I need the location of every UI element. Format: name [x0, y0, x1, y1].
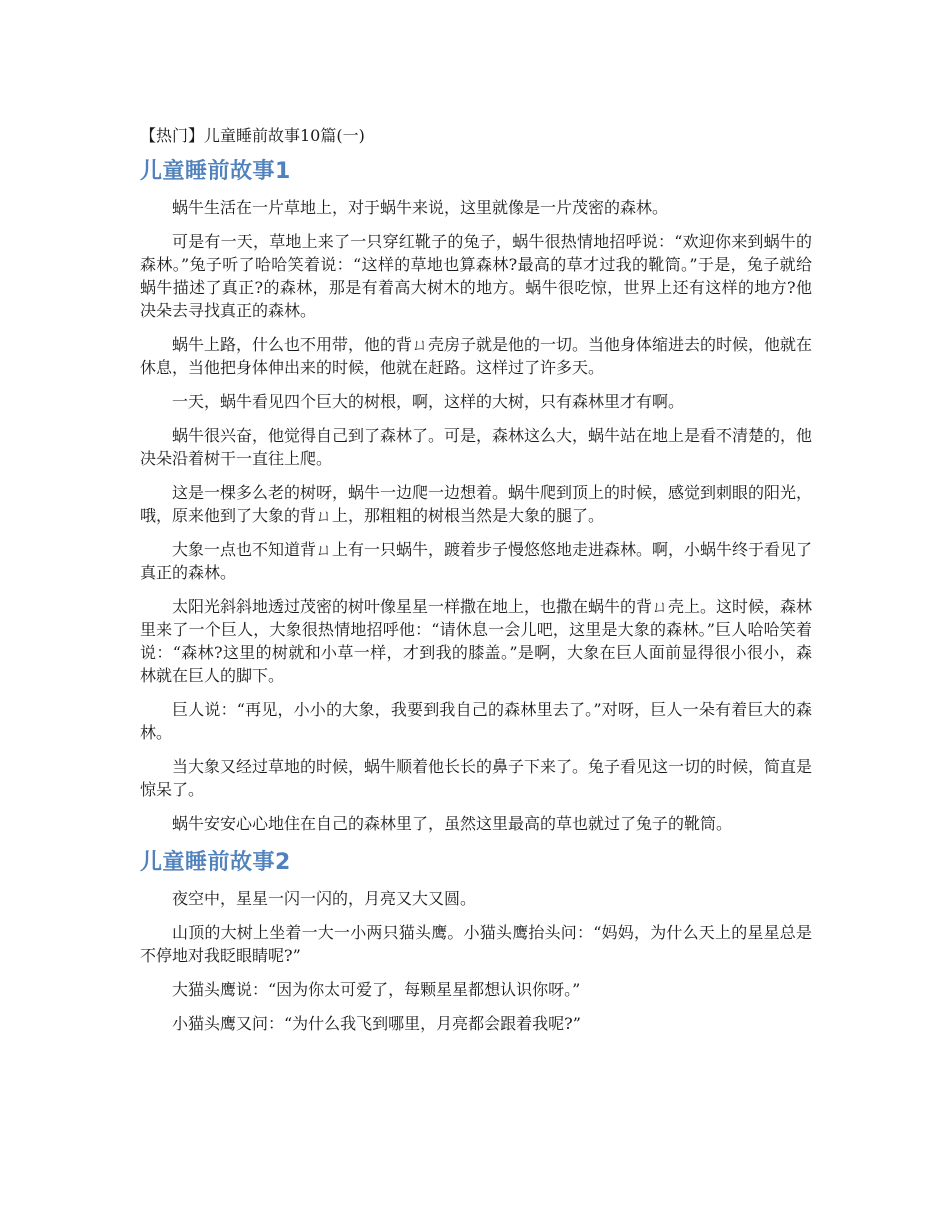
paragraph: 蜗牛很兴奋，他觉得自己到了森林了。可是，森林这么大，蜗牛站在地上是看不清楚的，他决朵沿着树干一直往上爬。	[140, 426, 813, 468]
paragraph: 这是一棵多么老的树呀，蜗牛一边爬一边想着。蜗牛爬到顶上的时候，感觉到刺眼的阳光，哦，原来他到了大象的背ㄩ上，那粗粗的树根当然是大象的腿了。	[140, 483, 813, 525]
paragraph: 大猫头鹰说：“因为你太可爱了，每颗星星都想认识你呀。”	[172, 980, 581, 999]
paragraph: 蜗牛生活在一片草地上，对于蜗牛来说，这里就像是一片茂密的森林。	[172, 198, 669, 217]
paragraph: 可是有一天，草地上来了一只穿红靴子的兔子，蜗牛很热情地招呼说：“欢迎你来到蜗牛的森林。”兔子听了哈哈笑着说：“这样的草地也算森林?最高的草才过我的靴筒。”于是，兔子就给蜗牛描述了真正?的森林，那是有着高大树木的地方。蜗牛很吃惊，世界上还有这样的地方?他决朵去寻找真正的森林。	[140, 232, 812, 320]
document-page	[140, 124, 812, 1046]
paragraph: 山顶的大树上坐着一大一小两只猫头鹰。小猫头鹰抬头问：“妈妈，为什么天上的星星总是不停地对我眨眼睛呢?”	[140, 923, 812, 965]
section-heading: 儿童睡前故事1	[140, 159, 291, 184]
story-section-1	[140, 156, 812, 835]
paragraph: 蜗牛上路，什么也不用带，他的背ㄩ壳房子就是他的一切。当他身体缩进去的时候，他就在休息，当他把身体伸出来的时候，他就在赶路。这样过了许多天。	[140, 335, 813, 377]
paragraph: 太阳光斜斜地透过茂密的树叶像星星一样撒在地上，也撒在蜗牛的背ㄩ壳上。这时候，森林里来了一个巨人，大象很热情地招呼他：“请休息一会儿吧，这里是大象的森林。”巨人哈哈笑着说：“森林?这里的树就和小草一样，才到我的膝盖。”是啊，大象在巨人面前显得很小很小，森林就在巨人的脚下。	[140, 597, 813, 685]
story-section-2	[140, 847, 812, 1035]
paragraph: 蜗牛安安心心地住在自己的森林里了，虽然这里最高的草也就过了兔子的靴筒。	[172, 814, 733, 833]
paragraph: 当大象又经过草地的时候，蜗牛顺着他长长的鼻子下来了。兔子看见这一切的时候，简直是惊呆了。	[140, 757, 813, 799]
paragraph: 夜空中，星星一闪一闪的，月亮又大又圆。	[172, 889, 477, 908]
paragraph: 巨人说：“再见，小小的大象，我要到我自己的森林里去了。”对呀，巨人一朵有着巨大的森林。	[140, 700, 812, 742]
paragraph: 大象一点也不知道背ㄩ上有一只蜗牛，踱着步子慢悠悠地走进森林。啊，小蜗牛终于看见了真正的森林。	[140, 540, 813, 582]
document-title: 【热门】儿童睡前故事10篇(一)	[140, 126, 365, 145]
section-heading: 儿童睡前故事2	[140, 850, 291, 875]
paragraph: 一天，蜗牛看见四个巨大的树根，啊，这样的大树，只有森林里才有啊。	[172, 392, 685, 411]
paragraph: 小猫头鹰又问：“为什么我飞到哪里，月亮都会跟着我呢?”	[172, 1014, 581, 1033]
